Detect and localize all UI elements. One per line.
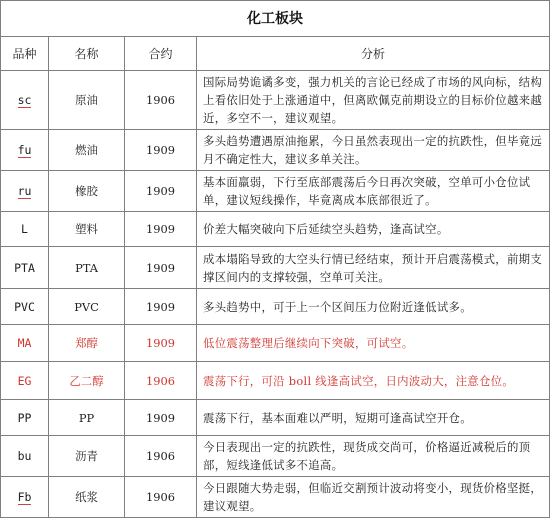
cell-code — [1, 212, 49, 247]
cell-contract: 1909 — [125, 247, 197, 289]
cell-code — [1, 436, 49, 477]
cell-name: 纸浆 — [49, 477, 125, 518]
code-text: fu — [17, 143, 32, 157]
cell-analysis: 今日表现出一定的抗跌性，现货成交尚可，价格逼近减税后的顶部，短线逢低试多不追高。 — [197, 436, 550, 477]
cell-code — [1, 400, 49, 436]
table-title: 化工板块 — [0, 0, 550, 36]
cell-analysis: 今日跟随大势走弱，但临近交割预计波动将变小，现货价格坚挺，建议观望。 — [197, 477, 550, 518]
cell-contract: 1909 — [125, 400, 197, 436]
cell-contract: 1909 — [125, 289, 197, 325]
cell-code — [1, 325, 49, 362]
table-row — [1, 247, 550, 289]
cell-code — [1, 477, 49, 518]
cell-code — [1, 289, 49, 325]
cell-name: 塑料 — [49, 212, 125, 247]
chemical-sector-table — [0, 36, 550, 518]
cell-analysis: 多头趋势遭遇原油拖累，今日虽然表现出一定的抗跌性，但毕竟远月不确定性大，建议多单关注。 — [197, 130, 550, 171]
code-text: ru — [17, 184, 32, 198]
cell-contract: 1909 — [125, 171, 197, 212]
code-text: PTA — [14, 260, 35, 275]
header-code: 品种 — [1, 37, 49, 71]
cell-contract: 1906 — [125, 362, 197, 400]
cell-contract: 1909 — [125, 212, 197, 247]
table-row — [1, 325, 550, 362]
cell-analysis: 基本面羸弱，下行至底部震荡后今日再次突破，空单可小仓位试单，建议短线操作，毕竟离成本底部很近了。 — [197, 171, 550, 212]
table-row — [1, 400, 550, 436]
header-contract: 合约 — [125, 37, 197, 71]
cell-code — [1, 362, 49, 400]
cell-analysis: 震荡下行，基本面难以严明，短期可逢高试空开仓。 — [197, 400, 550, 436]
header-row — [1, 37, 550, 71]
code-text: bu — [17, 449, 32, 463]
cell-code — [1, 247, 49, 289]
code-text: PP — [17, 410, 32, 425]
cell-contract: 1906 — [125, 71, 197, 130]
cell-code — [1, 71, 49, 130]
code-text: EG — [17, 373, 32, 388]
table-row — [1, 212, 550, 247]
header-name: 名称 — [49, 37, 125, 71]
code-text: L — [21, 222, 28, 236]
header-analysis: 分析 — [197, 37, 550, 71]
table-row — [1, 436, 550, 477]
cell-contract: 1909 — [125, 130, 197, 171]
table-row — [1, 71, 550, 130]
cell-contract: 1906 — [125, 477, 197, 518]
table-body — [1, 71, 550, 518]
table-row — [1, 477, 550, 518]
cell-analysis: 震荡下行，可沿 boll 线逢高试空，日内波动大，注意仓位。 — [197, 362, 550, 400]
cell-analysis: 国际局势诡谲多变，强力机关的言论已经成了市场的风向标，结构上看依旧处于上涨通道中，但离欧佩克前期设立的目标价位越来越近，多空不一，建议观望。 — [197, 71, 550, 130]
cell-code — [1, 171, 49, 212]
code-text: Fb — [17, 490, 32, 504]
cell-analysis: 低位震荡整理后继续向下突破，可试空。 — [197, 325, 550, 362]
cell-name: PP — [49, 400, 125, 436]
code-text: sc — [17, 93, 32, 107]
cell-name: PVC — [49, 289, 125, 325]
table-row — [1, 289, 550, 325]
cell-name: 橡胶 — [49, 171, 125, 212]
cell-name: 郑醇 — [49, 325, 125, 362]
table-row — [1, 171, 550, 212]
code-text: PVC — [14, 299, 35, 314]
cell-name: 燃油 — [49, 130, 125, 171]
cell-name: 乙二醇 — [49, 362, 125, 400]
cell-analysis: 价差大幅突破向下后延续空头趋势，逢高试空。 — [197, 212, 550, 247]
table-row — [1, 130, 550, 171]
code-text: MA — [17, 336, 32, 350]
table-row — [1, 362, 550, 400]
cell-analysis: 成本塌陷导致的大空头行情已经结束，预计开启震荡模式，前期支撑区间内的支撑较强，空单可关注。 — [197, 247, 550, 289]
cell-contract: 1906 — [125, 436, 197, 477]
cell-name: 原油 — [49, 71, 125, 130]
cell-contract: 1909 — [125, 325, 197, 362]
cell-analysis: 多头趋势中，可于上一个区间压力位附近逢低试多。 — [197, 289, 550, 325]
cell-name: PTA — [49, 247, 125, 289]
cell-code — [1, 130, 49, 171]
cell-name: 沥青 — [49, 436, 125, 477]
